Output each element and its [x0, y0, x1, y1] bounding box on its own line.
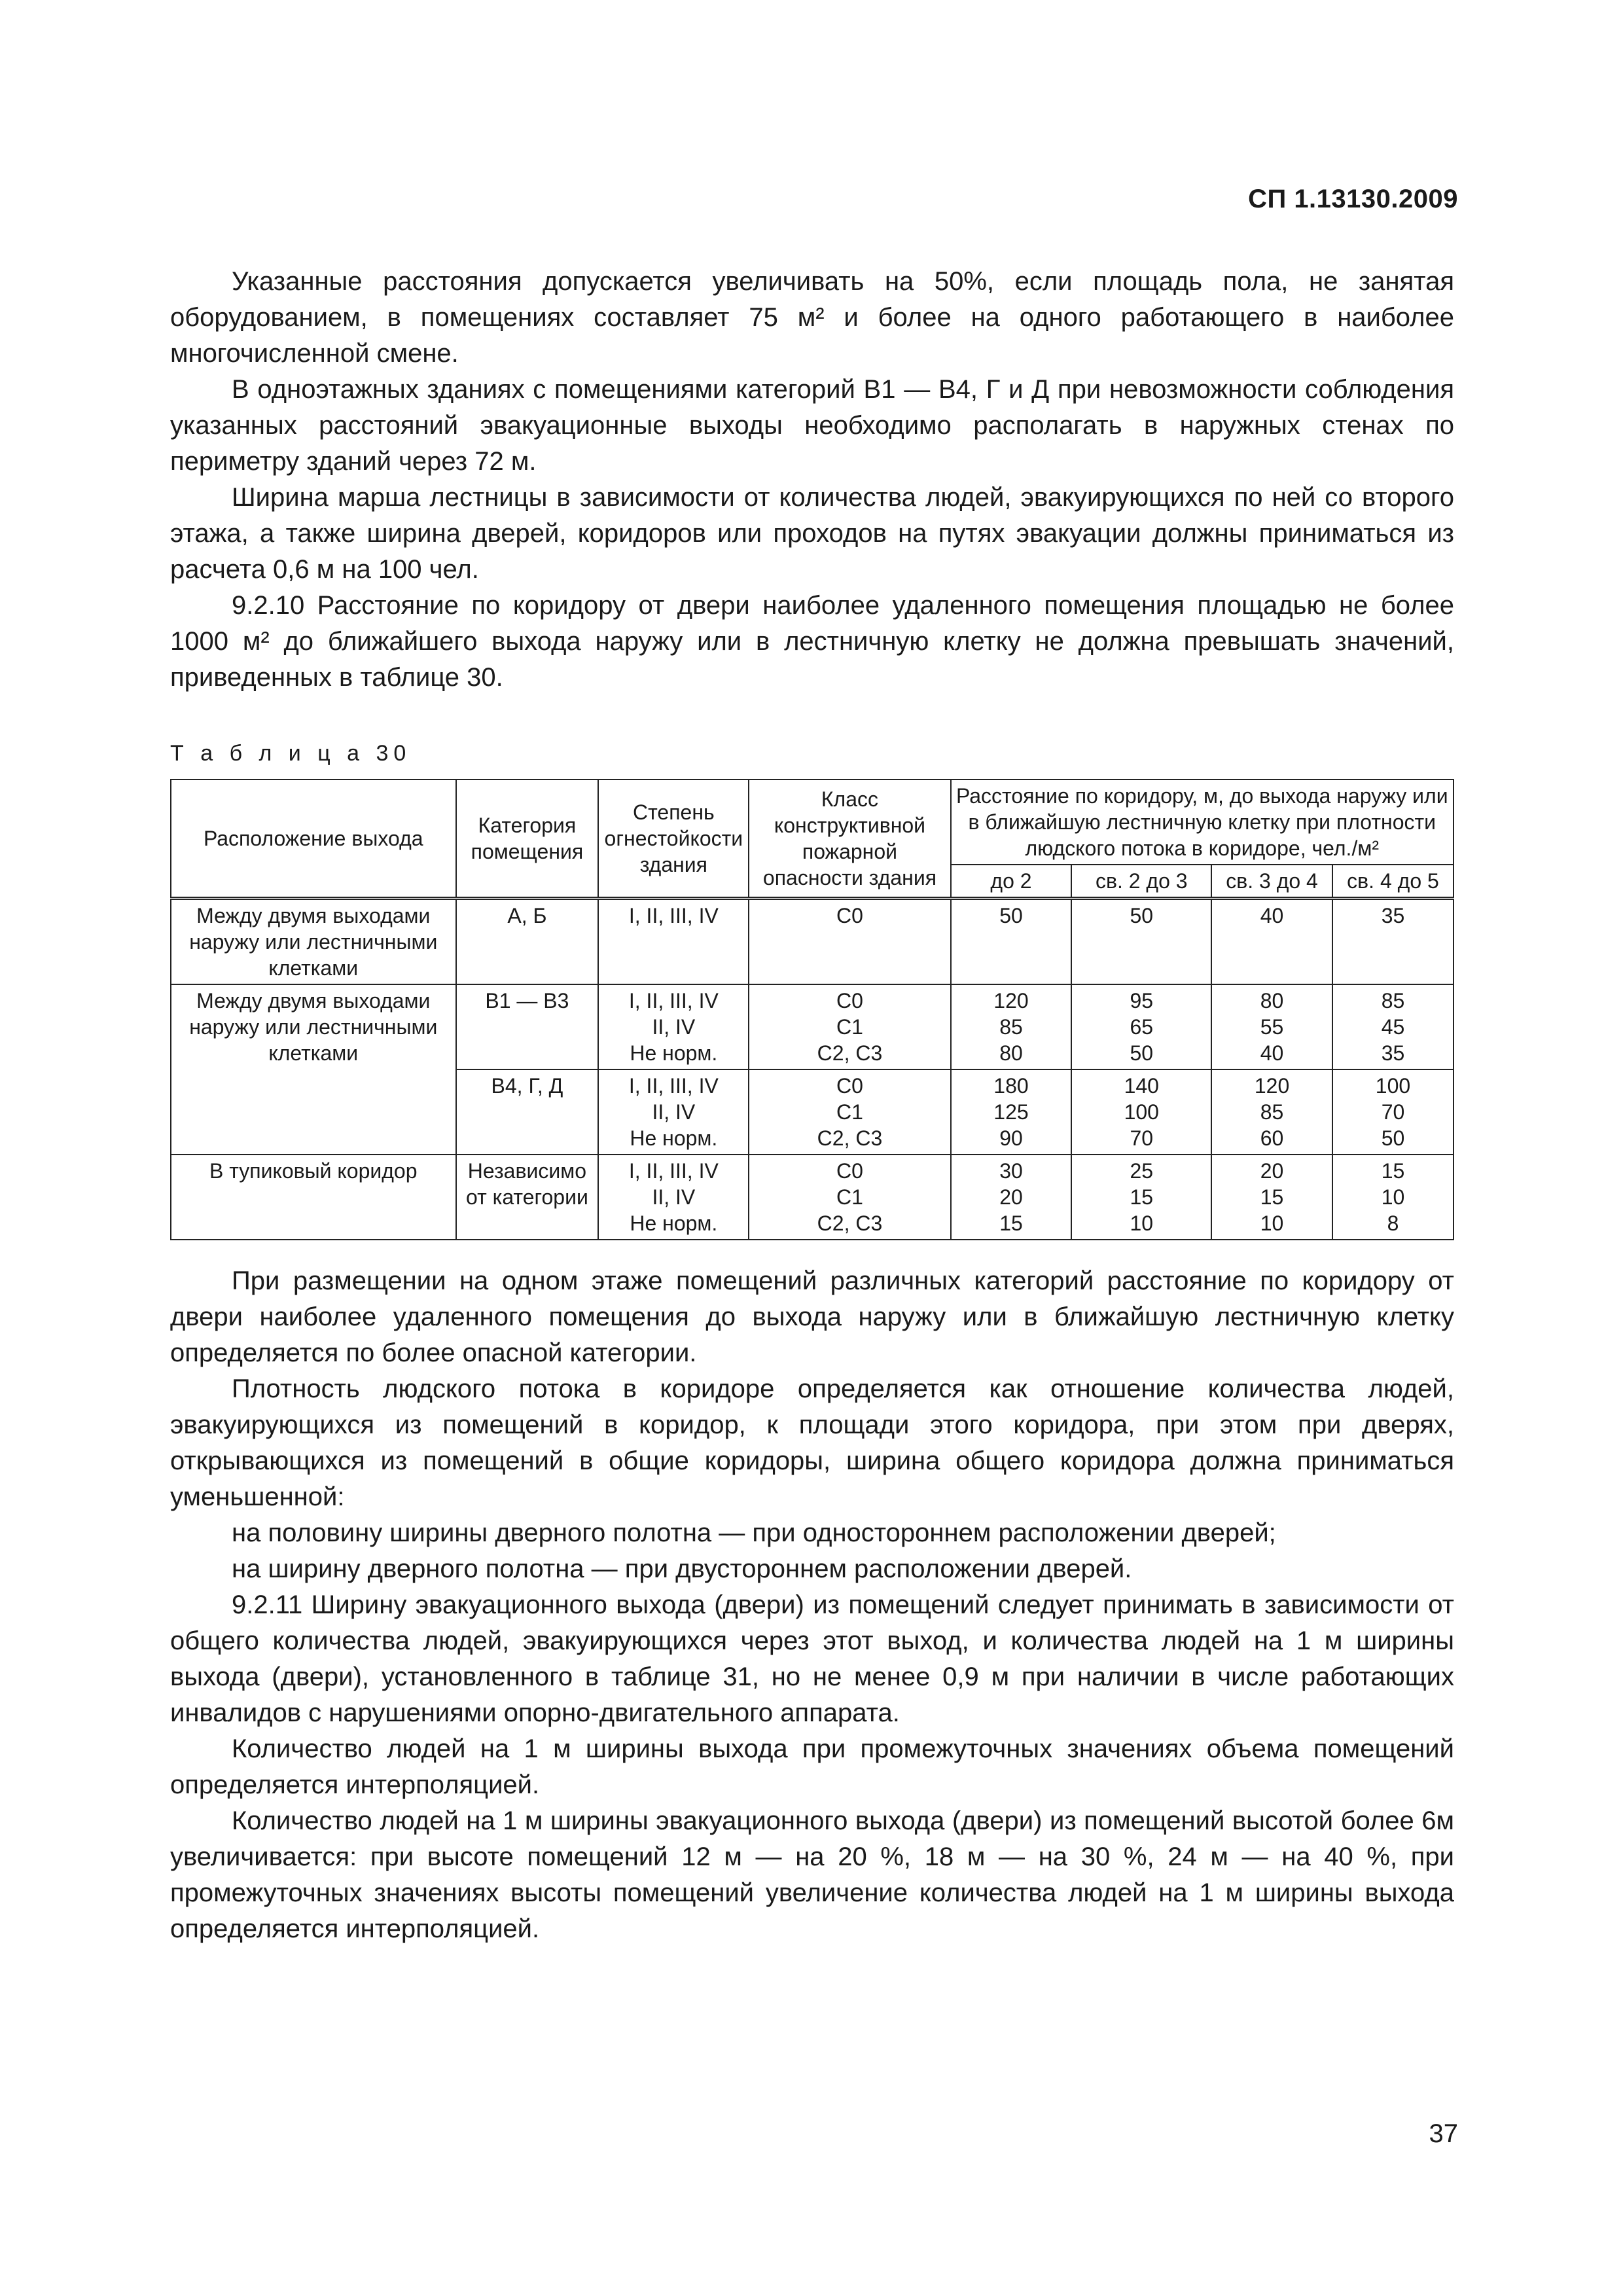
- table-cell-cls: [749, 984, 950, 1069]
- cell-line: Не норм.: [630, 1041, 718, 1065]
- cell-line: 15: [1130, 1185, 1154, 1209]
- header-location: Расположение выхода: [171, 780, 456, 899]
- cell-line: С1: [836, 1100, 863, 1124]
- paragraph: Плотность людского потока в коридоре определяется как отношение количества людей, эвакуирующихся из помещений в коридор, к площади этого коридора, при этом при дверях, открывающихся из помещений в общие коридоры, ширина общего коридора должна приниматься уменьшенной:: [170, 1374, 1454, 1511]
- table-header-row: [171, 780, 1454, 865]
- cell-line: С2, С3: [817, 1041, 883, 1065]
- paragraph: 9.2.10 Расстояние по коридору от двери наиболее удаленного помещения площадью не более 1000 м² до ближайшего выхода наружу или в лестничную клетку не должна превышать значений, приведенных в таблице 30.: [170, 591, 1454, 692]
- cell-line: II, IV: [652, 1015, 696, 1039]
- cell-line: 40: [1260, 1041, 1284, 1065]
- table-cell-d4: [1332, 1069, 1454, 1155]
- table-cell-cls: [749, 1155, 950, 1240]
- cell-line: С2, С3: [817, 1211, 883, 1235]
- paragraph: При размещении на одном этаже помещений различных категорий расстояние по коридору от двери наиболее удаленного помещения до выхода наружу или в ближайшую лестничную клетку определяется по более опасной категории.: [170, 1266, 1454, 1367]
- cell-line: 35: [1381, 1041, 1405, 1065]
- table-cell-d2: [1071, 1155, 1211, 1240]
- cell-line: 120: [1254, 1074, 1290, 1098]
- header-density: до 2: [951, 865, 1072, 899]
- paragraph: Количество людей на 1 м ширины выхода при промежуточных значениях объема помещений определяется интерполяцией.: [170, 1734, 1454, 1799]
- cell-line: I, II, III, IV: [628, 904, 719, 927]
- cell-line: II, IV: [652, 1185, 696, 1209]
- cell-line: 70: [1381, 1100, 1405, 1124]
- cell-line: 70: [1130, 1126, 1154, 1150]
- cell-line: 100: [1124, 1100, 1159, 1124]
- header-distance: Расстояние по коридору, м, до выхода наружу или в ближайшую лестничную клетку при плотности людского потока в коридоре, чел./м²: [951, 780, 1454, 865]
- table-cell-category: А, Б: [456, 899, 599, 985]
- table-cell-d2: [1071, 1069, 1211, 1155]
- header-density: св. 4 до 5: [1332, 865, 1454, 899]
- header-density: св. 2 до 3: [1071, 865, 1211, 899]
- cell-line: 180: [993, 1074, 1029, 1098]
- cell-line: 140: [1124, 1074, 1159, 1098]
- cell-line: 50: [999, 904, 1023, 927]
- paragraph: на половину ширины дверного полотна — при одностороннем расположении дверей;: [232, 1518, 1276, 1547]
- header-category: Категория помещения: [456, 780, 599, 899]
- table-cell-fire: [598, 899, 749, 985]
- paragraph: Указанные расстояния допускается увеличивать на 50%, если площадь пола, не занятая оборудованием, в помещениях составляет 75 м² и более на одного работающего в наиболее многочисленной смене.: [170, 267, 1454, 368]
- table-cell-location: Между двумя выходами наружу или лестничными клетками: [171, 984, 456, 1155]
- table-cell-d2: [1071, 899, 1211, 985]
- paragraph: Количество людей на 1 м ширины эвакуационного выхода (двери) из помещений высотой более 6м увеличивается: при высоте помещений 12 м — на 20 %, 18 м — на 30 %, 24 м — на 40 %, при промежуточных значениях высоты помещений увеличение количества людей на 1 м ширины выхода определяется интерполяцией.: [170, 1806, 1454, 1943]
- table-cell-cls: [749, 1069, 950, 1155]
- header-density: св. 3 до 4: [1211, 865, 1332, 899]
- table-cell-fire: [598, 984, 749, 1069]
- cell-line: 35: [1381, 904, 1405, 927]
- paragraph: Ширина марша лестницы в зависимости от количества людей, эвакуирующихся по ней со второго этажа, а также ширина дверей, коридоров или проходов на путях эвакуации должны приниматься из расчета 0,6 м на 100 чел.: [170, 483, 1454, 584]
- cell-line: 20: [999, 1185, 1023, 1209]
- cell-line: 55: [1260, 1015, 1284, 1039]
- cell-line: 65: [1130, 1015, 1154, 1039]
- cell-line: 15: [1381, 1159, 1405, 1183]
- page-number: 37: [1429, 2119, 1458, 2148]
- cell-line: I, II, III, IV: [628, 1074, 719, 1098]
- cell-line: I, II, III, IV: [628, 989, 719, 1013]
- table-cell-category: Независимо от категории: [456, 1155, 599, 1240]
- document-code: СП 1.13130.2009: [1248, 185, 1458, 213]
- cell-line: 25: [1130, 1159, 1154, 1183]
- cell-line: С1: [836, 1185, 863, 1209]
- cell-line: 50: [1130, 904, 1154, 927]
- cell-line: 8: [1387, 1211, 1399, 1235]
- table-cell-d1: [951, 1069, 1072, 1155]
- cell-line: 80: [1260, 989, 1284, 1013]
- table-row: [171, 984, 1454, 1069]
- header-structural-class: Класс конструктивной пожарной опасности здания: [749, 780, 950, 899]
- table-cell-fire: [598, 1069, 749, 1155]
- cell-line: 15: [1260, 1185, 1284, 1209]
- table-30: [170, 779, 1454, 1240]
- cell-line: 10: [1260, 1211, 1284, 1235]
- table-cell-d1: [951, 984, 1072, 1069]
- table-cell-category: В4, Г, Д: [456, 1069, 599, 1155]
- table-cell-category: В1 — В3: [456, 984, 599, 1069]
- header-fire-resistance: Степень огнестойкости здания: [598, 780, 749, 899]
- paragraph: В одноэтажных зданиях с помещениями категорий В1 — В4, Г и Д при невозможности соблюдения указанных расстояний эвакуационные выходы необходимо располагать в наружных стенах по периметру зданий через 72 м.: [170, 375, 1454, 476]
- cell-line: 120: [993, 989, 1029, 1013]
- cell-line: 125: [993, 1100, 1029, 1124]
- cell-line: С0: [836, 989, 863, 1013]
- cell-line: 50: [1130, 1041, 1154, 1065]
- table-cell-d3: [1211, 1155, 1332, 1240]
- cell-line: I, II, III, IV: [628, 1159, 719, 1183]
- cell-line: 15: [999, 1211, 1023, 1235]
- cell-line: С0: [836, 1159, 863, 1183]
- table-cell-d1: [951, 1155, 1072, 1240]
- cell-line: II, IV: [652, 1100, 696, 1124]
- cell-line: 60: [1260, 1126, 1284, 1150]
- text-block-after-table: [170, 1263, 1454, 1947]
- cell-line: 85: [1381, 989, 1405, 1013]
- table-cell-fire: [598, 1155, 749, 1240]
- text-block-before-table: [170, 264, 1454, 696]
- cell-line: 20: [1260, 1159, 1284, 1183]
- cell-line: 10: [1130, 1211, 1154, 1235]
- cell-line: 30: [999, 1159, 1023, 1183]
- cell-line: 50: [1381, 1126, 1405, 1150]
- table-cell-d1: [951, 899, 1072, 985]
- cell-line: 85: [999, 1015, 1023, 1039]
- cell-line: 90: [999, 1126, 1023, 1150]
- table-row: [171, 1155, 1454, 1240]
- cell-line: С0: [836, 1074, 863, 1098]
- cell-line: 10: [1381, 1185, 1405, 1209]
- cell-line: 45: [1381, 1015, 1405, 1039]
- table-cell-d4: [1332, 1155, 1454, 1240]
- cell-line: С0: [836, 904, 863, 927]
- cell-line: 95: [1130, 989, 1154, 1013]
- cell-line: С2, С3: [817, 1126, 883, 1150]
- cell-line: 80: [999, 1041, 1023, 1065]
- paragraph: 9.2.11 Ширину эвакуационного выхода (двери) из помещений следует принимать в зависимости от общего количества людей, эвакуирующихся через этот выход, и количества людей на 1 м ширины выхода (двери), установленного в таблице 31, но не менее 0,9 м при наличии в числе работающих инвалидов с нарушениями опорно-двигательного аппарата.: [170, 1590, 1454, 1727]
- table-caption: Т а б л и ц а 30: [170, 741, 412, 766]
- cell-line: Не норм.: [630, 1211, 718, 1235]
- table-row: [171, 899, 1454, 985]
- table-cell-location: Между двумя выходами наружу или лестничными клетками: [171, 899, 456, 985]
- table-cell-d3: [1211, 899, 1332, 985]
- cell-line: 85: [1260, 1100, 1284, 1124]
- table-cell-location: В тупиковый коридор: [171, 1155, 456, 1240]
- cell-line: 40: [1260, 904, 1284, 927]
- paragraph: на ширину дверного полотна — при двустороннем расположении дверей.: [232, 1554, 1132, 1583]
- table-cell-d4: [1332, 899, 1454, 985]
- table-cell-d3: [1211, 984, 1332, 1069]
- cell-line: С1: [836, 1015, 863, 1039]
- table-cell-cls: [749, 899, 950, 985]
- cell-line: Не норм.: [630, 1126, 718, 1150]
- cell-line: 100: [1375, 1074, 1411, 1098]
- table-cell-d4: [1332, 984, 1454, 1069]
- table-cell-d2: [1071, 984, 1211, 1069]
- table-cell-d3: [1211, 1069, 1332, 1155]
